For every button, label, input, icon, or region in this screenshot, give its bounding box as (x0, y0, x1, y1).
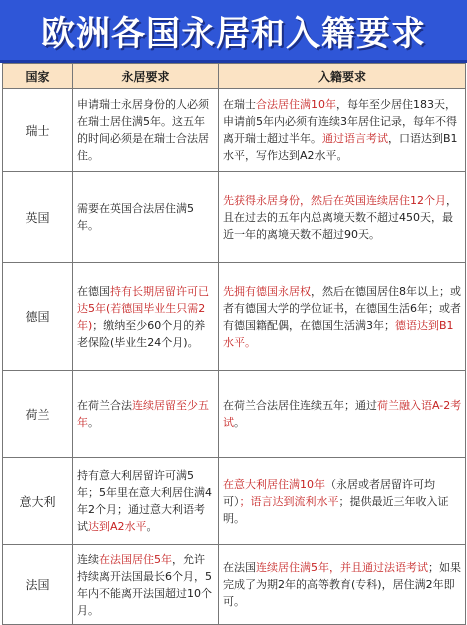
requirement-text: 在瑞士 (223, 98, 256, 111)
highlighted-text: 荷兰融入语A-2考试 (223, 399, 462, 429)
citizenship-requirement-cell (219, 89, 466, 172)
citizenship-requirement-cell (219, 371, 466, 458)
country-cell: 法国 (3, 545, 73, 625)
requirement-text: ；缴纳至少60个月的养老保险(毕业生24个月)。 (77, 318, 206, 349)
country-cell: 瑞士 (3, 89, 73, 172)
highlighted-text: 先获得永居身份，然后在英国连续居住12个月 (223, 193, 446, 207)
highlighted-text: ；语言达到流利水平 (239, 494, 339, 508)
requirement-text: 。 (88, 416, 99, 429)
permanent-requirement-cell (73, 172, 219, 263)
country-cell: 英国 (3, 172, 73, 263)
highlighted-text: 在法国居住5年 (99, 552, 172, 566)
requirement-text: ，且在过去的五年内总离境天数不超过450天，最近一年的离境天数不超过90天。 (223, 193, 457, 241)
column-header-permanent: 永居要求 (73, 64, 219, 89)
requirement-text: ，然后在德国居住8年以上；或者有德国大学的学位证书，在德国生活6年；或者有德国籍配偶，在德国生活满3年； (223, 284, 461, 332)
table-row (3, 89, 466, 172)
highlighted-text: 连续居住满5年，并且通过法语考试 (256, 561, 428, 574)
requirement-text: ；如果完成了为期2年的高等教育(专科)，居住满2年即可。 (223, 561, 461, 608)
highlighted-text: 通过语言考试 (322, 132, 388, 145)
country-cell: 德国 (3, 263, 73, 371)
country-cell: 意大利 (3, 458, 73, 545)
requirement-text: ，允许持续离开法国最长6个月，5年内不能离开法国超过10个月。 (77, 552, 212, 617)
highlighted-text: 连续居留至少五年 (77, 399, 209, 429)
requirement-text: 。 (146, 520, 158, 533)
requirement-text: ，每年至少居住183天，申请前5年内必须有连续3年居住记录，每年不得离开瑞士超过半年。 (223, 98, 457, 145)
table-row (3, 458, 466, 545)
requirement-text: 。 (234, 416, 245, 429)
highlighted-text: 持有长期居留许可已达5年(若德国毕业生只需2年) (77, 284, 209, 332)
column-header-citizenship: 入籍要求 (219, 64, 466, 89)
page-title: 欧洲各国永居和入籍要求 (41, 13, 426, 54)
requirement-text: 持有意大利居留许可满5年；5年里在意大利居住满4年2个月；通过意大利语考试 (77, 469, 212, 533)
requirement-text: 在荷兰合法居住连续五年；通过 (223, 399, 377, 412)
requirements-table (2, 63, 466, 625)
citizenship-requirement-cell (219, 263, 466, 371)
column-header-country: 国家 (3, 64, 73, 89)
requirement-text: （永居或者居留许可均可） (223, 477, 435, 508)
requirement-text: 连续 (77, 552, 99, 566)
table-row (3, 545, 466, 625)
permanent-requirement-cell (73, 545, 219, 625)
highlighted-text: 达到A2水平 (88, 520, 147, 533)
table-row (3, 263, 466, 371)
country-cell: 荷兰 (3, 371, 73, 458)
permanent-requirement-cell (73, 458, 219, 545)
requirement-text: 在德国 (77, 284, 110, 298)
permanent-requirement-cell (73, 263, 219, 371)
highlighted-text: 在意大利居住满10年 (223, 477, 325, 491)
permanent-requirement-cell (73, 371, 219, 458)
requirement-text: 在荷兰合法 (77, 399, 132, 412)
citizenship-requirement-cell (219, 172, 466, 263)
requirement-text: 在法国 (223, 561, 256, 574)
requirement-text: ；提供最近三年收入证明。 (223, 494, 449, 525)
citizenship-requirement-cell (219, 545, 466, 625)
requirement-text: ，口语达到B1水平，写作达到A2水平。 (223, 132, 458, 162)
table-row (3, 371, 466, 458)
requirement-text: 需要在英国合法居住满5年。 (77, 202, 194, 232)
highlighted-text: 合法居住满10年 (256, 98, 336, 111)
table-row (3, 172, 466, 263)
table-header-row (3, 64, 466, 89)
citizenship-requirement-cell (219, 458, 466, 545)
highlighted-text: 先拥有德国永居权 (223, 284, 311, 298)
permanent-requirement-cell (73, 89, 219, 172)
highlighted-text: 德语达到B1水平。 (223, 318, 454, 349)
title-banner (0, 0, 467, 63)
requirement-text: 申请瑞士永居身份的人必须在瑞士居住满5年。这五年的时间必须是在瑞士合法居住。 (77, 98, 209, 162)
